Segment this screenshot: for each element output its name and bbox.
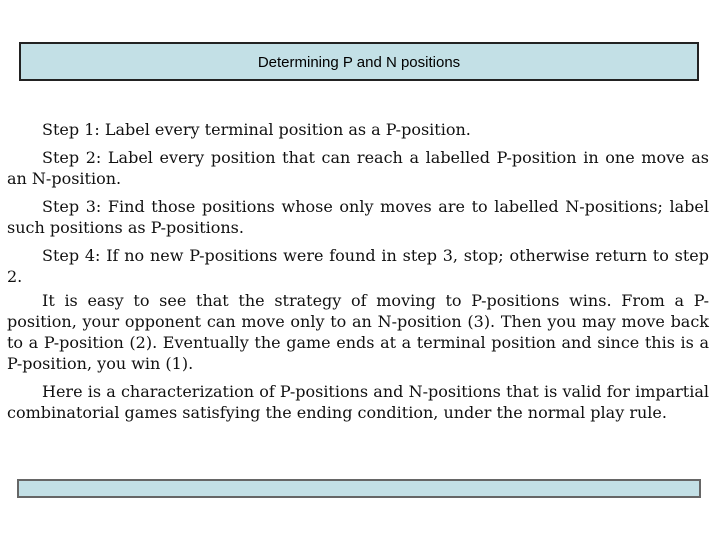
step-3-paragraph: Step 3: Find those positions whose only moves are to labelled N-positions; label such positions as P-positions. [7, 197, 709, 237]
strategy-paragraph: It is easy to see that the strategy of moving to P-positions wins. From a P-position, your opponent can move only to an N-position (3). Then you may move back to a P-position (2). Eventually the game ends at a terminal position and since this is a P-position, you win (1). [7, 291, 709, 373]
slide-body [7, 119, 709, 430]
step-4-paragraph: Step 4: If no new P-positions were found in step 3, stop; otherwise return to step 2. [7, 246, 709, 286]
characterization-paragraph: Here is a characterization of P-positions and N-positions that is valid for impartial combinatorial games satisfying the ending condition, under the normal play rule. [7, 382, 709, 422]
step-2-paragraph: Step 2: Label every position that can reach a labelled P-position in one move as an N-position. [7, 148, 709, 188]
title-bar [19, 42, 699, 81]
step-1-paragraph: Step 1: Label every terminal position as a P-position. [42, 120, 471, 139]
slide-title: Determining P and N positions [257, 54, 461, 71]
bottom-bar [17, 479, 701, 498]
